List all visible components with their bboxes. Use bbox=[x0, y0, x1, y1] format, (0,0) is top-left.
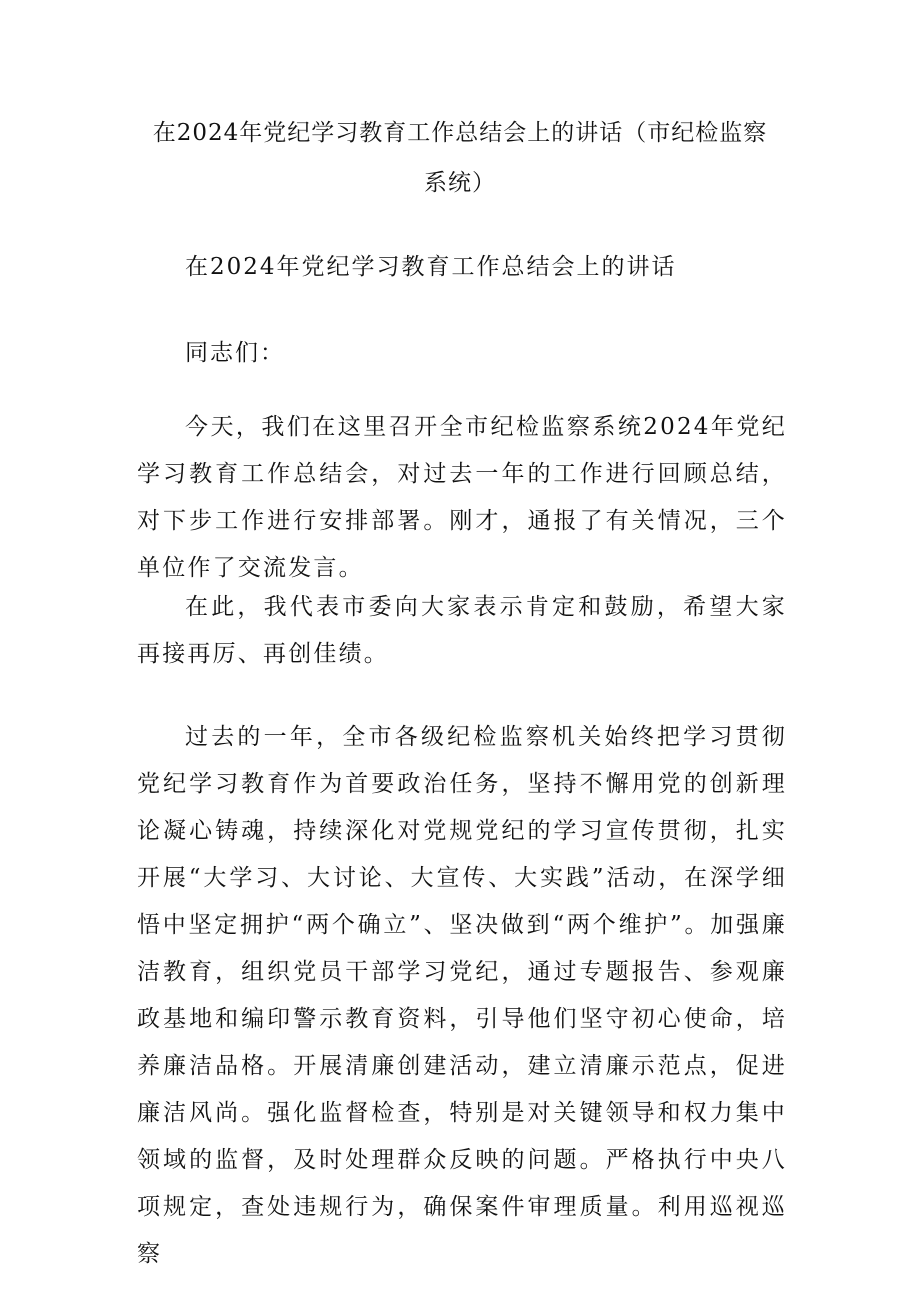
speech-heading: 在2024年党纪学习教育工作总结会上的讲话 bbox=[185, 254, 677, 280]
paragraph-opening: 今天，我们在这里召开全市纪检监察系统2024年党纪学习教育工作总结会，对过去一年的工作进行回顾总结，对下步工作进行安排部署。刚才，通报了有关情况，三个单位作了交流发言。 bbox=[137, 414, 787, 581]
salutation: 同志们： bbox=[185, 340, 285, 366]
document-title: 在2024年党纪学习教育工作总结会上的讲话（市纪检监察系统） bbox=[152, 120, 768, 196]
paragraph-encouragement: 在此，我代表市委向大家表示肯定和鼓励，希望大家再接再厉、再创佳绩。 bbox=[137, 594, 787, 667]
paragraph-review: 过去的一年，全市各级纪检监察机关始终把学习贯彻党纪学习教育作为首要政治任务，坚持不懈用党的创新理论凝心铸魂，持续深化对党规党纪的学习宣传贯彻，扎实开展“大学习、大讨论、大宣传、大实践”活动，在深学细悟中坚定拥护“两个确立”、坚决做到“两个维护”。加强廉洁教育，组织党员干部学习党纪，通过专题报告、参观廉政基地和编印警示教育资料，引导他们坚守初心使命，培养廉洁品格。开展清廉创建活动，建立清廉示范点，促进廉洁风尚。强化监督检查，特别是对关键领导和权力集中领域的监督，及时处理群众反映的问题。严格执行中央八项规定，查处违规行为，确保案件审理质量。利用巡视巡察 bbox=[137, 724, 787, 1267]
